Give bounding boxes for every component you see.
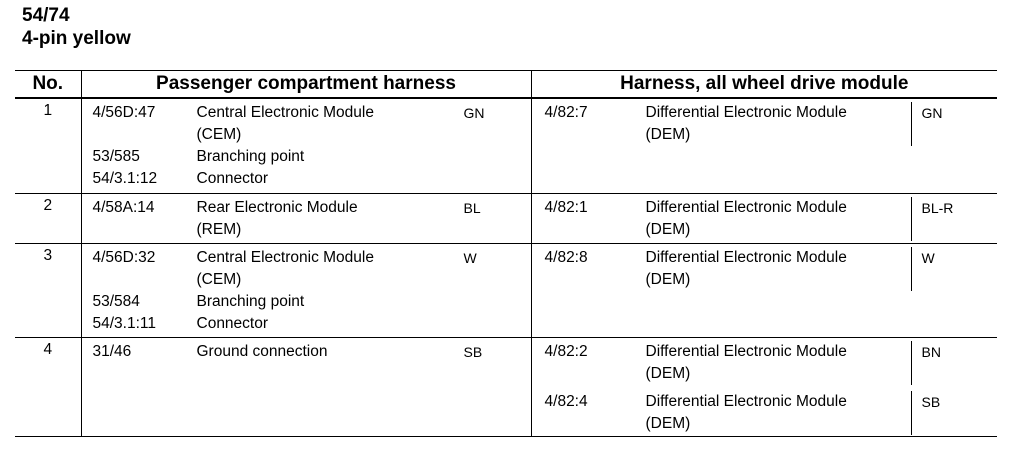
wire-color: GN (911, 102, 998, 146)
terminal-code: 4/82:8 (544, 248, 588, 266)
wire-color (454, 313, 532, 335)
component-abbreviation: (REM) (196, 220, 242, 238)
awd-harness-cell (531, 337, 997, 436)
wire-color (454, 146, 532, 168)
wire-color: SB (911, 391, 998, 435)
awd-harness-cell (531, 243, 997, 337)
awd-entry (532, 338, 998, 385)
pinout-table (15, 70, 997, 437)
terminal-code: 53/584 (92, 292, 140, 310)
connector-description: 4-pin yellow (22, 28, 131, 49)
component-description (193, 313, 454, 335)
passenger-harness-cell (81, 193, 531, 243)
component-description (634, 197, 911, 241)
terminal-code: 4/56D:32 (92, 248, 156, 266)
terminal-code: 4/56D:47 (92, 104, 156, 121)
component-name: Central Electronic Module (196, 248, 374, 266)
table-body (15, 98, 997, 436)
pin-number: 4 (15, 337, 81, 436)
wire-color: BL (463, 199, 481, 216)
table-header-row (15, 71, 997, 99)
terminal-code: 4/58A:14 (92, 198, 155, 216)
component-description (193, 291, 454, 313)
component-description (193, 102, 454, 146)
component-description (634, 102, 911, 146)
table-row (15, 193, 997, 243)
component-name: Connector (196, 170, 269, 187)
wire-color: W (911, 247, 998, 291)
component-description (634, 341, 911, 385)
terminal-code: 53/585 (92, 148, 140, 165)
component-description (193, 247, 454, 291)
component-name: Differential Electronic Module (645, 104, 847, 121)
passenger-harness-cell (81, 337, 531, 436)
component-name: Differential Electronic Module (645, 392, 847, 410)
component-name: Rear Electronic Module (196, 198, 358, 216)
wire-color (454, 291, 532, 313)
terminal-code: 31/46 (92, 342, 132, 360)
pin-number: 3 (15, 243, 81, 337)
header-awd-harness: Harness, all wheel drive module (531, 71, 997, 99)
header-passenger-harness: Passenger compartment harness (81, 71, 531, 99)
component-abbreviation: (CEM) (196, 126, 242, 143)
component-abbreviation: (DEM) (645, 364, 691, 382)
wire-color (454, 168, 532, 190)
table-row (15, 243, 997, 337)
component-abbreviation: (DEM) (645, 220, 691, 238)
wire-color: W (463, 249, 477, 266)
component-description (634, 391, 911, 435)
component-name: Connector (196, 314, 269, 332)
awd-entry (532, 244, 998, 291)
terminal-code: 54/3.1:12 (92, 170, 158, 187)
component-name: Differential Electronic Module (645, 198, 847, 216)
component-description (193, 341, 454, 363)
component-abbreviation: (DEM) (645, 270, 691, 288)
terminal-code: 4/82:2 (544, 342, 588, 360)
connector-id: 54/74 (22, 5, 70, 26)
pin-number: 2 (15, 193, 81, 243)
component-name: Ground connection (196, 342, 328, 360)
document-title (22, 4, 131, 50)
pin-number: 1 (15, 98, 81, 193)
component-name: Branching point (196, 292, 305, 310)
component-description (634, 247, 911, 291)
component-name: Differential Electronic Module (645, 342, 847, 360)
passenger-harness-cell (81, 98, 531, 193)
wire-color: GN (463, 105, 485, 121)
component-name: Branching point (196, 148, 305, 165)
wire-color: SB (463, 343, 483, 360)
awd-harness-cell (531, 193, 997, 243)
component-name: Central Electronic Module (196, 104, 374, 121)
awd-entry (532, 194, 998, 241)
awd-entry (532, 99, 998, 146)
header-no: No. (15, 71, 81, 99)
terminal-code: 4/82:1 (544, 198, 588, 216)
terminal-code: 4/82:7 (544, 104, 588, 121)
component-abbreviation: (DEM) (645, 414, 691, 432)
table-row (15, 98, 997, 193)
awd-entry (532, 385, 998, 435)
component-description (193, 146, 454, 168)
component-description (193, 197, 454, 241)
table-row (15, 337, 997, 436)
component-abbreviation: (CEM) (196, 270, 242, 288)
wire-color: BN (911, 341, 998, 385)
passenger-harness-cell (81, 243, 531, 337)
component-abbreviation: (DEM) (645, 126, 691, 143)
awd-harness-cell (531, 98, 997, 193)
terminal-code: 4/82:4 (544, 392, 588, 410)
terminal-code: 54/3.1:11 (92, 314, 156, 332)
component-description (193, 168, 454, 190)
wire-color: BL-R (911, 197, 998, 241)
component-name: Differential Electronic Module (645, 248, 847, 266)
